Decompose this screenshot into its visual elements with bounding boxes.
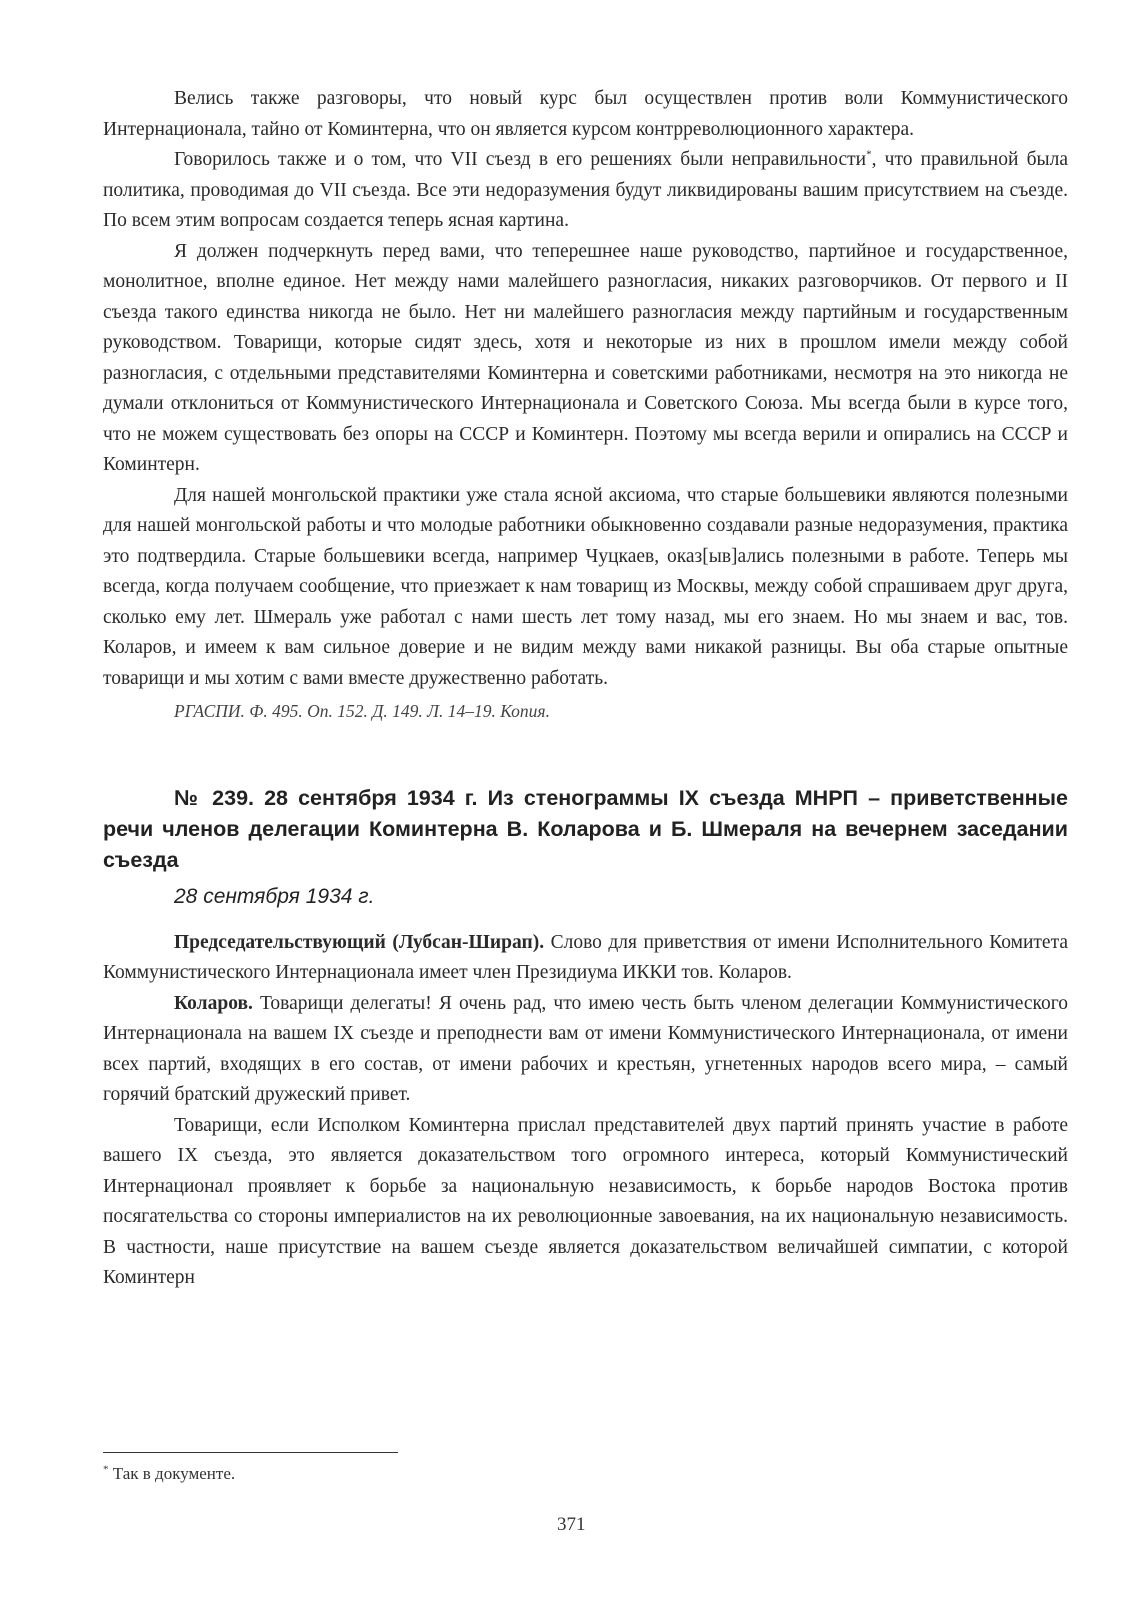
footnote-divider [103,1452,398,1453]
paragraph-text: Говорилось также и о том, что VII съезд в его решениях были неправильности [174,149,867,170]
document-heading: № 239. 28 сентября 1934 г. Из стенограммы IX съезда МНРП – приветственные речи членов делегации Коминтерна В. Коларова и Б. Шмераля на вечернем заседании съезда [103,785,1068,872]
paragraph: Для нашей монгольской практики уже стала ясной аксиома, что старые большевики являются полезными для нашей монгольской работы и что молодые работники обыкновенно создавали разные недоразумения, практика это подтвердила. Старые большевики всегда, например Чуцкаев, оказ[ыв]ались полезными в работе. Теперь мы всегда, когда получаем сообщение, что приезжает к нам товарищ из Москвы, между собой спрашиваем друг друга, сколько ему лет. Шмераль уже работал с нами шесть лет тому назад, мы его знаем. Но мы знаем и вас, тов. Коларов, и имеем к вам сильное доверие и не видим между вами никакой разницы. Вы оба старые опытные товарищи и мы хотим с вами вместе дружественно работать. [103,484,1068,689]
paragraph-text: Товарищи делегаты! Я очень рад, что имею честь быть членом делегации Коммунистического Интернационала на вашем IX съезде и преподнести вам от имени Коммунистического Интернационала, от имени всех партий, входящих в его состав, от имени рабочих и крестьян, угнетенных народов всего мира, – самый горячий братский дружеский привет. [103,992,1068,1105]
paragraph-text: Слово для приветствия от имени Исполнительного Комитета Коммунистического Интернационала имеет член Президиума ИККИ тов. Коларов. [103,931,1069,983]
footnote-marker: * [103,1463,109,1476]
footnote [103,1464,235,1484]
page-body [103,84,1068,1294]
archive-source: РГАСПИ. Ф. 495. Оп. 152. Д. 149. Л. 14–19. Копия. [174,701,550,721]
paragraph: Велись также разговоры, что новый курс был осуществлен против воли Коммунистического Интернационала, тайно от Коминтерна, что он является курсом контрреволюционного характера. [103,88,1068,140]
footnote-text: Так в документе. [108,1464,236,1483]
footnote-reference[interactable]: * [866,148,872,161]
speaker-name: Коларов. [174,992,253,1014]
paragraph [103,989,1068,1111]
document-date: 28 сентября 1934 г. [174,884,375,908]
speaker-name: Председательствующий (Лубсан-Ширап). [174,931,545,953]
paragraph: Товарищи, если Исполком Коминтерна прислал представителей двух партий принять участие в работе вашего IX съезда, это является доказательством того огромного интереса, который Коммунистический Интернационал проявляет к борьбе за национальную независимость, к борьбе народов Востока против посягательства со стороны империалистов на их революционные завоевания, на их национальную независимость. В частности, наше присутствие на вашем съезде является доказательством величайшей симпатии, с которой Коминтерн [103,1114,1068,1288]
paragraph-text: , что правильной была политика, проводимая до VII съезда. Все эти недоразумения будут ликвидированы вашим присутствием на съезде. По всем этим вопросам создается теперь ясная картина. [103,149,1068,231]
page-number: 371 [557,1514,586,1535]
paragraph [103,928,1068,989]
paragraph: Я должен подчеркнуть перед вами, что теперешнее наше руководство, партийное и государственное, монолитное, вполне единое. Нет между нами малейшего разногласия, никаких разговорчиков. От первого и II съезда такого единства никогда не было. Нет ни малейшего разногласия между партийным и государственным руководством. Товарищи, которые сидят здесь, хотя и некоторые из них в прошлом имели между собой разногласия, с отдельными представителями Коминтерна и советскими работниками, несмотря на это никогда не думали отклониться от Коммунистического Интернационала и Советского Союза. Мы всегда были в курсе того, что не можем существовать без опоры на СССР и Коминтерн. Поэтому мы всегда верили и опирались на СССР и Коминтерн. [103,240,1068,475]
paragraph [103,145,1068,237]
